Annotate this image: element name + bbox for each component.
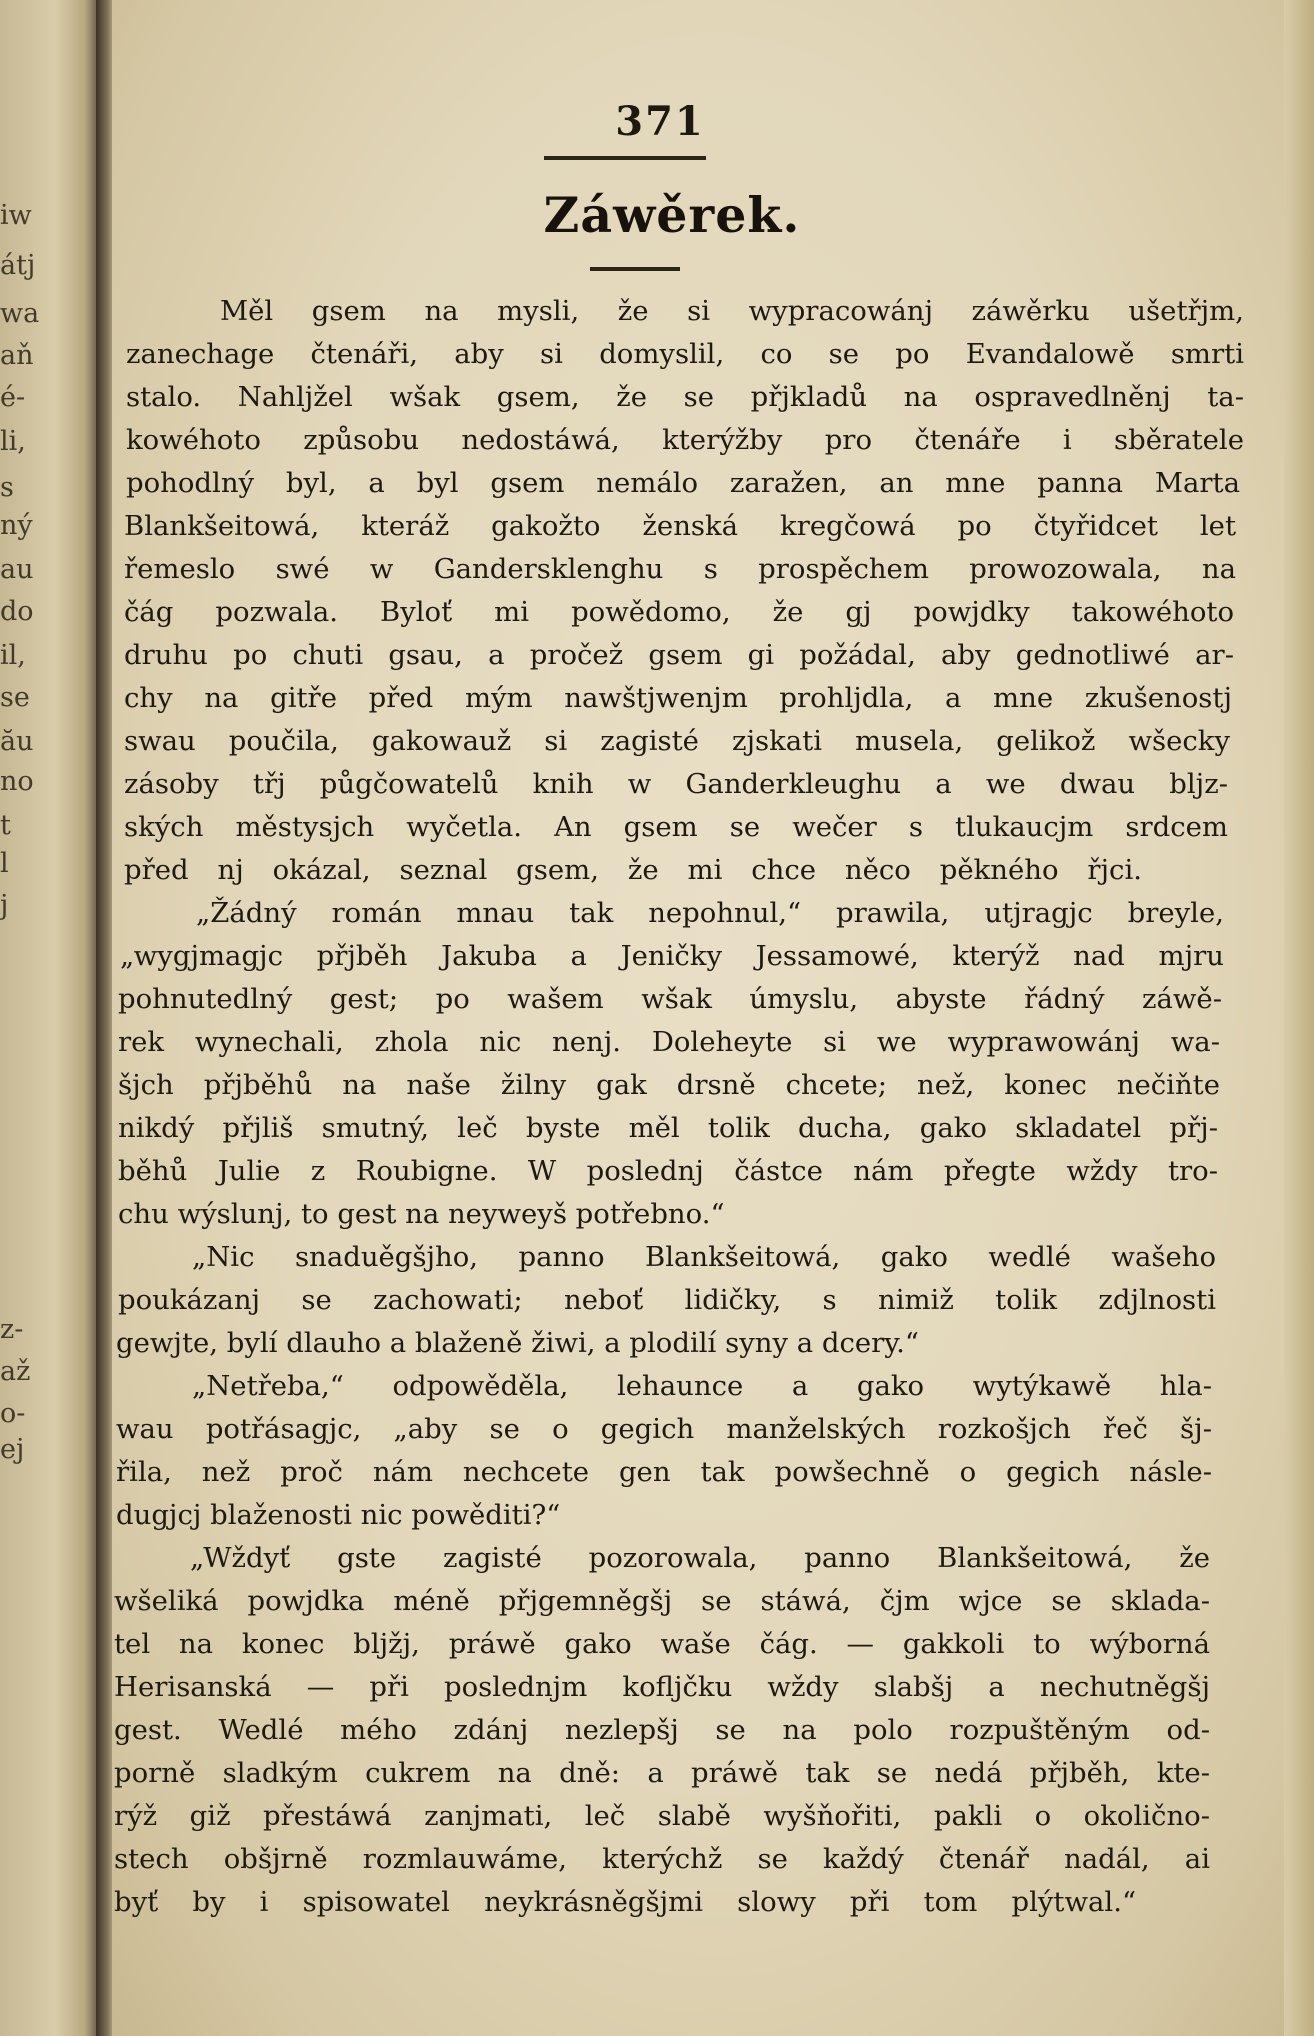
text-line: běhů Julie z Roubigne. W poslednj částce nám přegte wždy tro- bbox=[118, 1155, 1218, 1187]
text-line: druhu po chuti gsau, a pročež gsem gi požádal, aby gednotliwé ar- bbox=[124, 639, 1234, 671]
text-line: pohodlný byl, a byl gsem nemálo zaražen, an mne panna Marta bbox=[126, 467, 1240, 499]
text-line: Měl gsem na mysli, že si wypracowánj záwěrku ušetřjm, bbox=[220, 295, 1244, 327]
text-line: stalo. Nahljžel wšak gsem, že se přjkladů na ospravedlněnj ta- bbox=[126, 381, 1244, 413]
previous-page-fragment: t bbox=[0, 810, 11, 841]
text-line: „Netřeba,“ odpowěděla, lehaunce a gako wytýkawě hla- bbox=[192, 1370, 1212, 1402]
previous-page-fragment: se bbox=[0, 682, 30, 713]
previous-page-fragment: j bbox=[0, 890, 9, 921]
text-line: zásoby třj půgčowatelů knih w Ganderkleughu a we dwau bljz- bbox=[124, 768, 1228, 800]
text-line: řila, než proč nám nechcete gen tak powšechně o gegich násle- bbox=[116, 1456, 1212, 1488]
text-line: nikdý přjliš smutný, leč byste měl tolik ducha, gako skladatel přj- bbox=[118, 1112, 1218, 1144]
text-line: tel na konec bljžj, práwě gako waše čág. — gakkoli to wýborná bbox=[114, 1628, 1210, 1660]
previous-page-fragment: až bbox=[0, 1356, 31, 1387]
text-line: porně sladkým cukrem na dně: a práwě tak se nedá přjběh, kte- bbox=[114, 1757, 1210, 1789]
previous-page-fragment: no bbox=[0, 766, 34, 797]
text-line: kowéhoto způsobu nedostáwá, kterýžby pro čtenáře i sběratele bbox=[126, 424, 1244, 456]
previous-page-fragment: ný bbox=[0, 510, 33, 541]
previous-page-fragment: au bbox=[0, 554, 34, 585]
text-line: gewjte, bylí dlauho a blaženě žiwi, a plodilí syny a dcery.“ bbox=[116, 1327, 919, 1359]
previous-page-fragment: do bbox=[0, 596, 34, 627]
text-line: ských městysjch wyčetla. An gsem se wečer s tlukaucjm srdcem bbox=[124, 811, 1228, 843]
text-line: chy na gitře před mým nawštjwenjm prohljdla, a mne zkušenostj bbox=[124, 682, 1232, 714]
text-line: čág pozwala. Byloť mi powědomo, že gj powjdky takowéhoto bbox=[124, 596, 1234, 628]
text-line: dugjcj blaženosti nic powěditi?“ bbox=[116, 1499, 561, 1531]
previous-page-fragment: li, bbox=[0, 426, 26, 457]
text-line: byť by i spisowatel neykrásněgšjmi slowy při tom plýtwal.“ bbox=[114, 1886, 1136, 1918]
text-line: „wygjmagjc přjběh Jakuba a Jeničky Jessamowé, kterýž nad mjru bbox=[120, 940, 1224, 972]
previous-page-fragment: o- bbox=[0, 1398, 26, 1429]
previous-page-fragment: ău bbox=[0, 726, 34, 757]
text-line: „Nic snaduěgšjho, panno Blankšeitowá, gako wedlé wašeho bbox=[192, 1241, 1216, 1273]
page-number: 371 bbox=[615, 98, 705, 145]
text-line: rýž giž přestáwá zanjmati, leč slabě wyšňořiti, pakli o okolično- bbox=[114, 1800, 1210, 1832]
text-line: wšeliká powjdka méně přjgemněgšj se stáwá, čjm wjce se sklada- bbox=[114, 1585, 1210, 1617]
text-line: swau poučila, gakowauž si zagisté zjskati musela, gelikož wšecky bbox=[124, 725, 1230, 757]
body-text bbox=[112, 0, 1314, 2036]
text-line: Herisanská — při poslednjm kofljčku wždy slabšj a nechutněgšj bbox=[114, 1671, 1210, 1703]
previous-page-fragment: wa bbox=[0, 298, 40, 329]
text-line: pohnutedlný gest; po wašem wšak úmyslu, abyste řádný záwě- bbox=[118, 983, 1222, 1015]
previous-page-fragment: ej bbox=[0, 1434, 25, 1465]
text-line: Blankšeitowá, kteráž gakožto ženská kregčowá po čtyřidcet let bbox=[124, 510, 1236, 542]
text-line: „Wždyť gste zagisté pozorowala, panno Blankšeitowá, že bbox=[190, 1542, 1210, 1574]
text-line: řemeslo swé w Gandersklenghu s prospěchem prowozowala, na bbox=[124, 553, 1236, 585]
previous-page-fragment: l bbox=[0, 848, 9, 879]
previous-page-fragment: é- bbox=[0, 382, 26, 413]
text-line: poukázanj se zachowati; neboť lidičky, s nimiž tolik zdjlnosti bbox=[118, 1284, 1216, 1316]
previous-page-fragment: il, bbox=[0, 640, 26, 671]
text-line: stech obšjrně rozmlauwáme, kterýchž se každý čtenář nadál, ai bbox=[114, 1843, 1210, 1875]
text-line: šjch přjběhů na naše žilny gak drsně chcete; než, konec nečiňte bbox=[118, 1069, 1220, 1101]
text-line: před nj okázal, seznal gsem, že mi chce něco pěkného řjci. bbox=[124, 854, 1142, 886]
chapter-title: Záwěrek. bbox=[543, 186, 801, 244]
previous-page-edge bbox=[0, 0, 100, 2036]
text-line: rek wynechali, zhola nic nenj. Doleheyte si we wyprawowánj wa- bbox=[118, 1026, 1220, 1058]
previous-page-fragment: iw bbox=[0, 200, 32, 231]
text-line: wau potřásagjc, „aby se o gegich manželských rozkošjch řeč šj- bbox=[116, 1413, 1212, 1445]
text-line: chu wýslunj, to gest na neyweyš potřebno.“ bbox=[118, 1198, 725, 1230]
previous-page-fragment: z- bbox=[0, 1314, 24, 1345]
text-line: „Žádný román mnau tak nepohnul,“ prawila, utjragjc breyle, bbox=[196, 897, 1224, 929]
book-page bbox=[112, 0, 1314, 2036]
previous-page-fragment: s bbox=[0, 472, 14, 503]
previous-page-fragment: átj bbox=[0, 250, 36, 281]
previous-page-fragment: aň bbox=[0, 340, 34, 371]
text-line: gest. Wedlé mého zdánj nezlepšj se na polo rozpuštěným od- bbox=[114, 1714, 1210, 1746]
text-line: zanechage čtenáři, aby si domyslil, co se po Evandalowě smrti bbox=[126, 338, 1244, 370]
